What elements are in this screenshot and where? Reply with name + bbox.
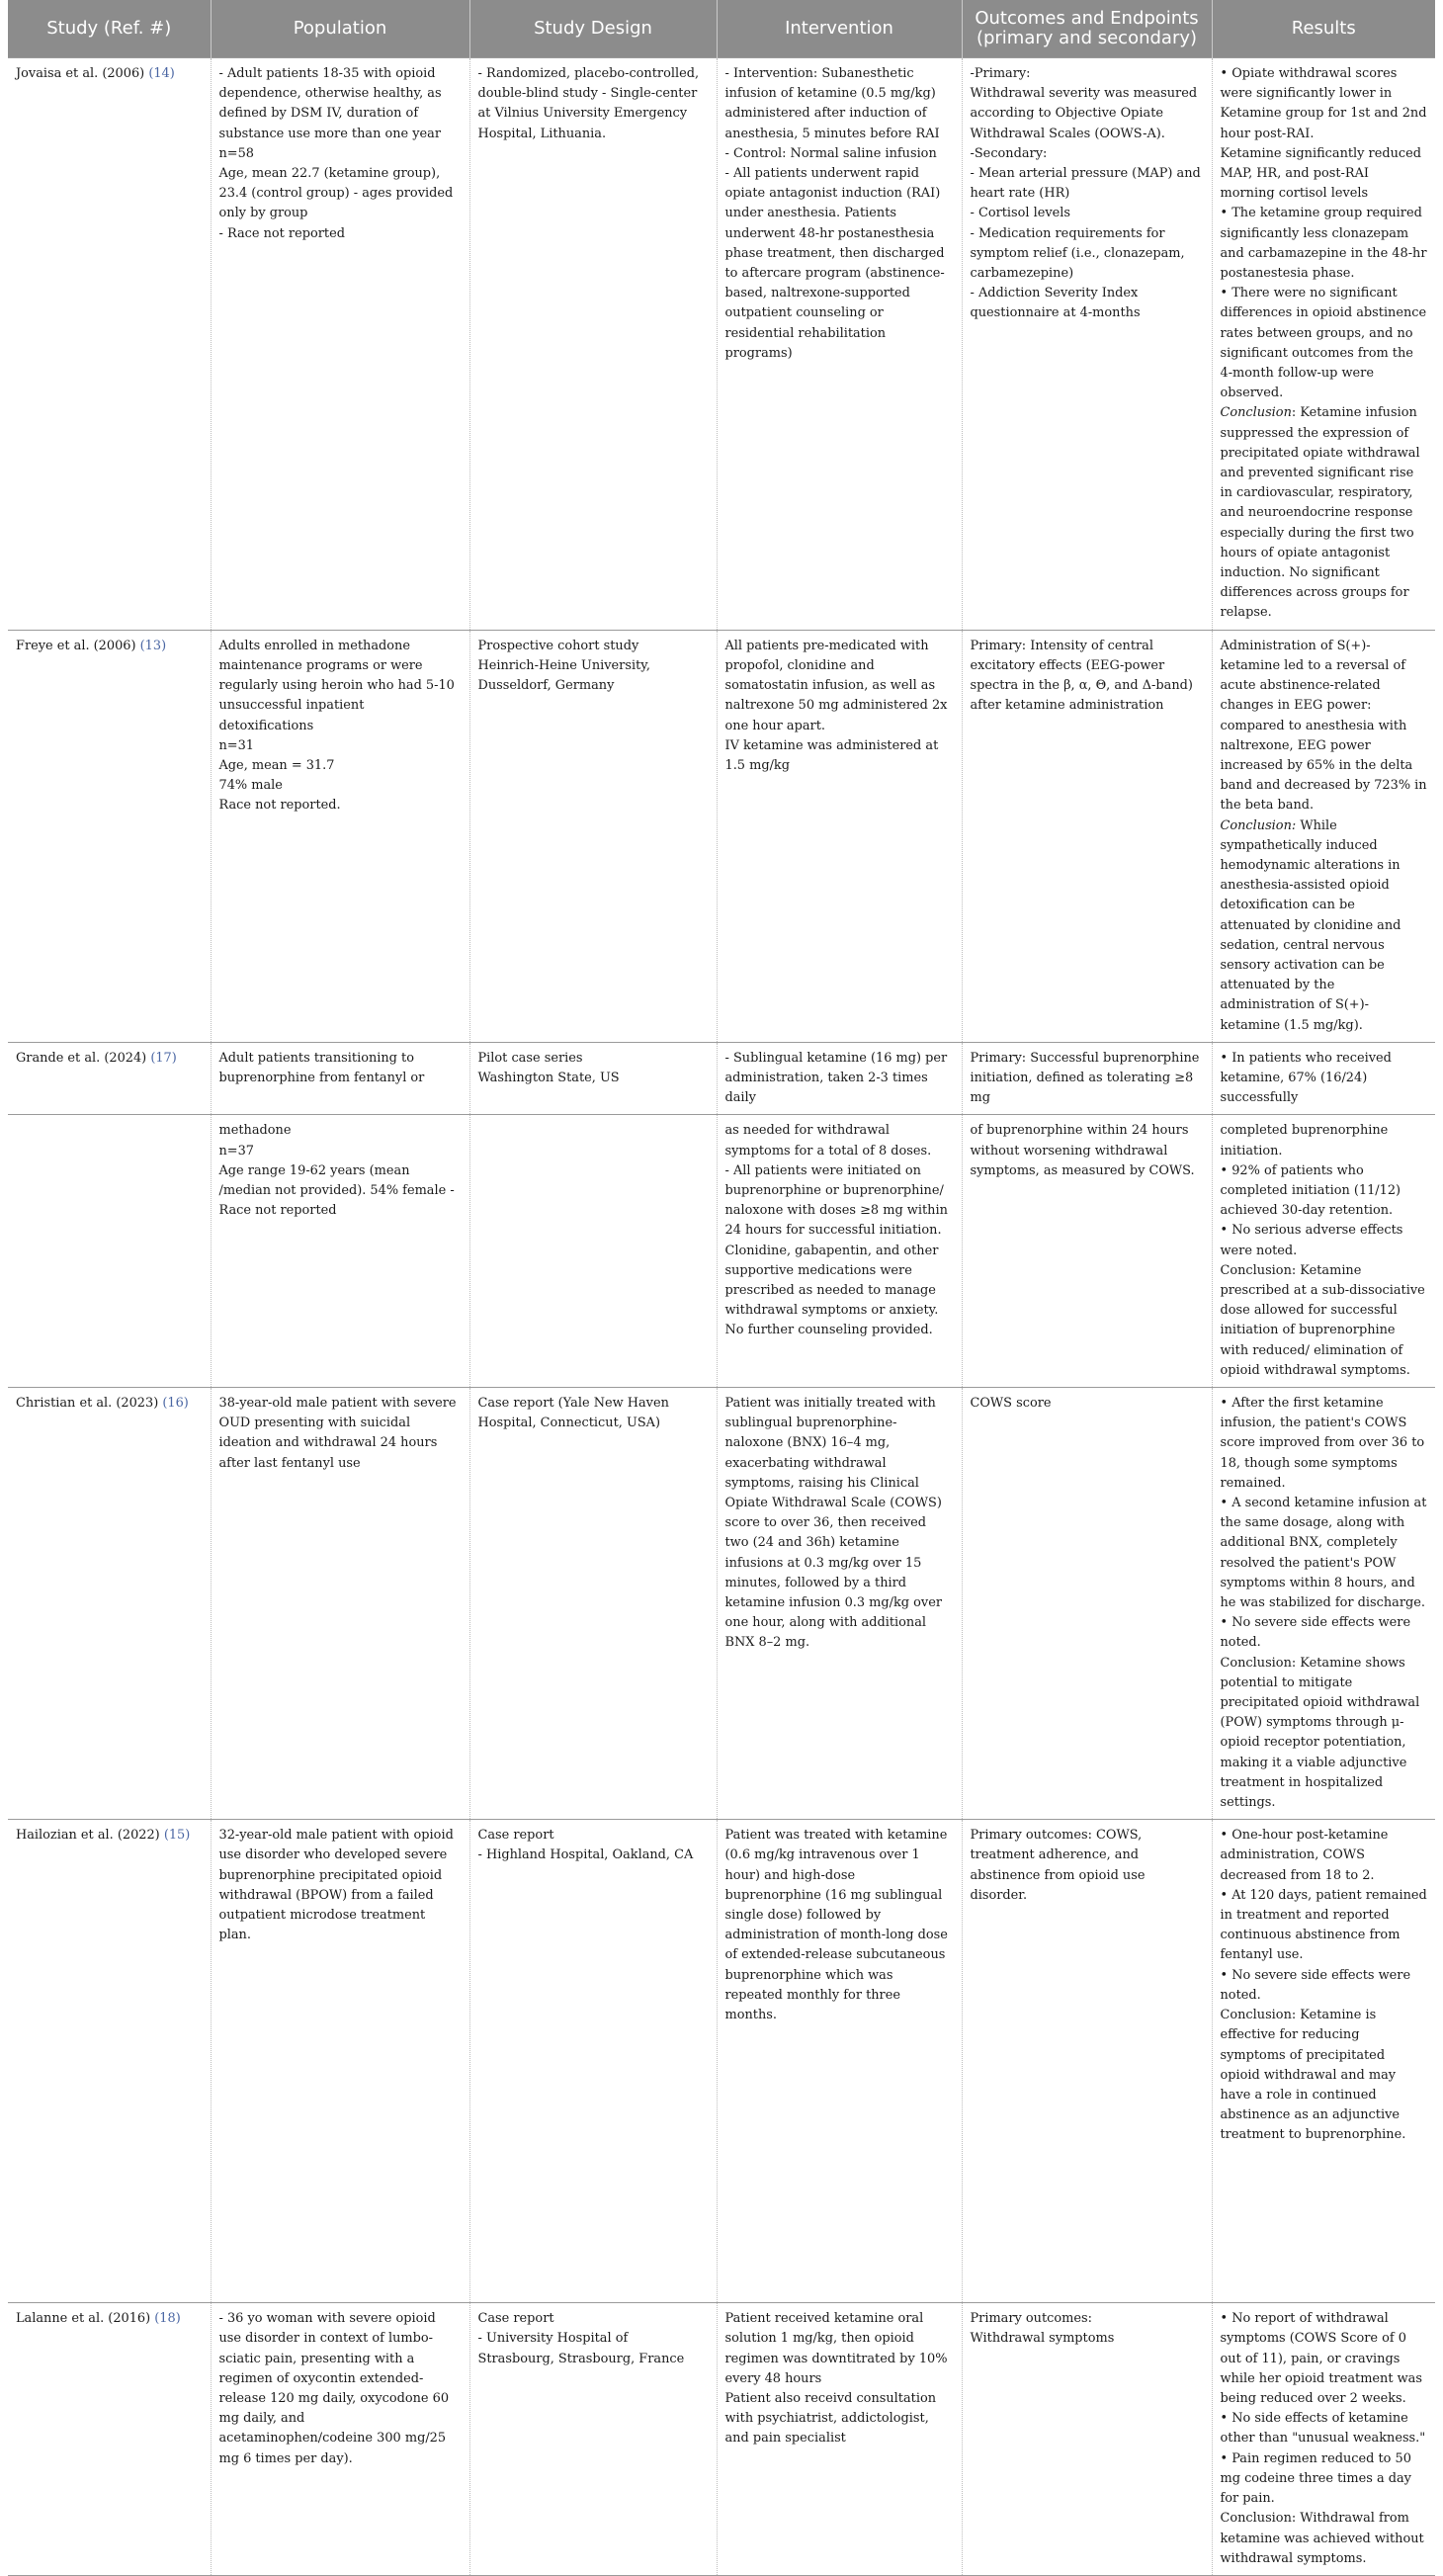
header-population: Population [211, 0, 469, 58]
cell-line: • There were no significant differences in opioid abstinence rates between groups, and no significant outcomes from the 4-month follow-up were observed. [1220, 286, 1427, 401]
cell-line: 32-year-old male patient with opioid use disorder who developed severe buprenorphine precipitated opioid withdrawal (BPOW) from a failed outpatient microdose treatment plan. [218, 1828, 454, 1943]
study-name: Jovaisa et al. (2006) [16, 66, 145, 81]
cell-line: Conclusion: Withdrawal from ketamine was achieved without withdrawal symptoms. [1220, 2511, 1424, 2566]
cell-line: Pilot case series [477, 1050, 583, 1066]
table-row [8, 1042, 1435, 1115]
table-row [8, 1388, 1435, 1820]
cell-line: n=37 [218, 1143, 255, 1159]
cell-outcomes [962, 1820, 1212, 2303]
cell-outcomes [962, 630, 1212, 1042]
cell-line: n=31 [218, 737, 255, 753]
cell-population [211, 1115, 469, 1388]
cell-results [1212, 1820, 1435, 2303]
cell-line: • After the first ketamine infusion, the patient's COWS score improved from over 36 to 18, though some symptoms remained. [1220, 1396, 1425, 1491]
cell-line: Washington State, US [477, 1070, 620, 1085]
cell-line: • No report of withdrawal symptoms (COWS Score of 0 out of 11), pain, or cravings while her opioid treatment was being reduced over 2 weeks. [1220, 2311, 1422, 2407]
cell-line: of buprenorphine within 24 hours without worsening withdrawal symptoms, as measured by COWS. [970, 1123, 1195, 1178]
cell-line: Administration of S(+)-ketamine led to a reversal of acute abstinence-related changes in EEG power: compared to anesthesia with naltrexone, EEG power increased by 65% in the delta band and decreased by 723% in the beta band. [1220, 638, 1427, 814]
reference-link[interactable]: (17) [150, 1050, 177, 1066]
cell-line: Age range 19-62 years (mean /median not provided). 54% female -Race not reported [218, 1162, 455, 1219]
cell-line: COWS score [970, 1396, 1052, 1411]
cell-line: All patients pre-medicated with propofol, clonidine and somatostatin infusion, as well as naltrexone 50 mg administered 2x one hour apart. [724, 638, 948, 733]
header-intervention: Intervention [717, 0, 962, 58]
cell-design [469, 1115, 717, 1388]
cell-results [1212, 1115, 1435, 1388]
cell-line: • A second ketamine infusion at the same dosage, along with additional BNX, completely resolved the patient's POW symptoms within 8 hours, and he was stabilized for discharge. [1220, 1496, 1427, 1611]
cell-design [469, 1042, 717, 1115]
cell-line: n=58 [218, 145, 255, 161]
cell-line: Conclusion: Ketamine shows potential to mitigate precipitated opioid withdrawal (POW) symptoms through μ-opioid receptor potentiation, making it a viable adjunctive treatment in hospitalized settings. [1220, 1655, 1420, 1811]
cell-line: Case report [477, 2311, 554, 2327]
cell-line: 38-year-old male patient with severe OUD presenting with suicidal ideation and withdrawal 24 hours after last fentanyl use [218, 1396, 457, 1471]
cell-population [211, 630, 469, 1042]
cell-line: • One-hour post-ketamine administration, COWS decreased from 18 to 2. [1220, 1828, 1389, 1883]
conclusion-text: : Ketamine infusion suppressed the expression of precipitated opiate withdrawal and prevented significant rise in cardiovascular, respiratory, and neuroendocrine response especially during the first two hours of opiate antagonist induction. No significant differences across groups for relapse. [1220, 405, 1420, 621]
cell-line: Conclusion: Ketamine prescribed at a sub-dissociative dose allowed for successful initiation of buprenorphine with reduced/ elimination of opioid withdrawal symptoms. [1220, 1262, 1425, 1378]
cell-line: - Cortisol levels [970, 206, 1071, 221]
cell-line: Adult patients transitioning to buprenorphine from fentanyl or [218, 1050, 425, 1085]
cell-outcomes [962, 2303, 1212, 2576]
cell-outcomes [962, 1388, 1212, 1820]
cell-line: Case report [477, 1828, 554, 1844]
cell-line: • In patients who received ketamine, 67% (16/24) successfully [1220, 1050, 1392, 1106]
cell-line: • No severe side effects were noted. [1220, 1967, 1411, 2003]
cell-line: -Secondary: [970, 145, 1048, 161]
cell-line: - Sublingual ketamine (16 mg) per administration, taken 2-3 times daily [724, 1050, 948, 1106]
conclusion-line [1221, 816, 1428, 1036]
cell-line: - Medication requirements for symptom relief (i.e., clonazepam, carbamezepine) [970, 225, 1185, 282]
cell-line: Heinrich-Heine University, Dusseldorf, Germany [477, 657, 650, 694]
cell-outcomes [962, 1042, 1212, 1115]
cell-line: • At 120 days, patient remained in treatment and reported continuous abstinence from fentanyl use. [1220, 1887, 1427, 1963]
cell-line: Patient was initially treated with sublingual buprenorphine-naloxone (BNX) 16–4 mg, exacerbating withdrawal symptoms, raising his Clinical Opiate Withdrawal Scale (COWS) score to over 36, then received two (24 and 36h) ketamine infusions at 0.3 mg/kg over 15 minutes, followed by a third ketamine infusion 0.3 mg/kg over one hour, along with additional BNX 8–2 mg. [724, 1396, 942, 1651]
cell-line: Patient also receivd consultation with psychiatrist, addictologist, and pain specialist [724, 2391, 937, 2447]
cell-line: as needed for withdrawal symptoms for a total of 8 doses. [724, 1123, 932, 1159]
cell-intervention [717, 58, 962, 631]
cell-line: Prospective cohort study [477, 638, 639, 653]
header-study: Study (Ref. #) [8, 0, 211, 58]
cell-line: • 92% of patients who completed initiation (11/12) achieved 30-day retention. [1220, 1162, 1401, 1219]
cell-population [211, 1042, 469, 1115]
study-name: Hailozian et al. (2022) [16, 1828, 160, 1844]
cell-line: Primary outcomes: COWS, treatment adherence, and abstinence from opioid use disorder. [970, 1828, 1146, 1903]
cell-line: Age, mean 22.7 (ketamine group), 23.4 (control group) - ages provided only by group [218, 166, 454, 221]
cell-intervention [717, 630, 962, 1042]
table-row [8, 1115, 1435, 1388]
cell-study [8, 1115, 211, 1388]
cell-line: - Intervention: Subanesthetic infusion of ketamine (0.5 mg/kg) administered after induction of anesthesia, 5 minutes before RAI [724, 66, 940, 141]
reference-link[interactable]: (13) [139, 638, 167, 653]
reference-link[interactable]: (18) [154, 2311, 181, 2327]
cell-line: • The ketamine group required significantly less clonazepam and carbamazepine in the 48-hr postanestesia phase. [1220, 206, 1427, 282]
cell-line: Conclusion: Ketamine is effective for reducing symptoms of precipitated opioid withdrawal and may have a role in continued abstinence as an adjunctive treatment to buprenorphine. [1220, 2008, 1406, 2143]
cell-study [8, 1820, 211, 2303]
cell-design [469, 58, 717, 631]
cell-intervention [717, 2303, 962, 2576]
cell-line: - All patients underwent rapid opiate antagonist induction (RAI) under anesthesia. Patients underwent 48-hr postanesthesia phase treatment, then discharged to aftercare program (abstinence-based, naltrexone-supported outpatient counseling or residential rehabilitation programs) [724, 166, 945, 361]
cell-line: - Addiction Severity Index questionnaire at 4-months [970, 286, 1141, 321]
study-name: Freye et al. (2006) [16, 638, 136, 653]
cell-line: - Mean arterial pressure (MAP) and heart rate (HR) [970, 166, 1201, 202]
cell-line: Primary outcomes: [970, 2311, 1092, 2327]
cell-study [8, 2303, 211, 2576]
cell-line: Patient was treated with ketamine (0.6 mg/kg intravenous over 1 hour) and high-dose buprenorphine (16 mg sublingual single dose) followed by administration of month-long dose of extended-release subcutaneous buprenorphine which was repeated monthly for three months. [724, 1828, 948, 2023]
table-row [8, 630, 1435, 1042]
cell-line: completed buprenorphine initiation. [1220, 1123, 1389, 1159]
header-results: Results [1212, 0, 1435, 58]
cell-line: • Pain regimen reduced to 50 mg codeine three times a day for pain. [1220, 2450, 1411, 2507]
conclusion-label: Conclusion: [1220, 817, 1297, 833]
cell-line: Primary: Intensity of central excitatory effects (EEG-power spectra in the β, α, Θ, and Δ-band) after ketamine administration [970, 638, 1193, 714]
reference-link[interactable]: (15) [163, 1828, 191, 1844]
cell-line: methadone [218, 1123, 292, 1139]
cell-line: - 36 yo woman with severe opioid use disorder in context of lumbo-sciatic pain, presenting with a regimen of oxycontin extended-release 120 mg daily, oxycodone 60 mg daily, and acetaminophen/codeine 300 mg/25 mg 6 times per day). [218, 2311, 450, 2466]
cell-line: Patient received ketamine oral solution 1 mg/kg, then opioid regimen was downtitrated by 10% every 48 hours [724, 2311, 948, 2386]
cell-population [211, 2303, 469, 2576]
table-body [8, 58, 1435, 2576]
cell-line: Adults enrolled in methadone maintenance programs or were regularly using heroin who had 5-10 unsuccessful inpatient detoxifications [218, 638, 455, 733]
conclusion-label: Conclusion [1220, 405, 1292, 421]
cell-results [1212, 2303, 1435, 2576]
conclusion-line [1221, 403, 1428, 623]
cell-population [211, 1820, 469, 2303]
cell-line: -Primary: [970, 66, 1031, 81]
study-name: Lalanne et al. (2016) [16, 2311, 151, 2327]
cell-intervention [717, 1042, 962, 1115]
cell-line: - Control: Normal saline infusion [724, 145, 937, 161]
cell-study [8, 630, 211, 1042]
cell-study [8, 1388, 211, 1820]
cell-study [8, 1042, 211, 1115]
conclusion-text: While sympathetically induced hemodynamic alterations in anesthesia-assisted opioid detoxification can be attenuated by clonidine and sedation, central nervous sensory activation can be attenuated by the administration of S(+)- ketamine (1.5 mg/kg). [1220, 817, 1401, 1033]
study-name: Grande et al. (2024) [16, 1050, 147, 1066]
cell-line: Ketamine significantly reduced MAP, HR, and post-RAI morning cortisol levels [1220, 145, 1421, 202]
cell-line: - All patients were initiated on buprenorphine or buprenorphine/ naloxone with doses ≥8 mg within 24 hours for successful initiation. Clonidine, gabapentin, and other supportive medications were prescribed as needed to manage withdrawal symptoms or anxiety. No further counseling provided. [724, 1162, 948, 1338]
table-header [8, 0, 1435, 58]
reference-link[interactable]: (14) [148, 66, 175, 81]
cell-population [211, 58, 469, 631]
cell-intervention [717, 1388, 962, 1820]
header-design: Study Design [469, 0, 717, 58]
cell-results [1212, 630, 1435, 1042]
cell-line: - Adult patients 18-35 with opioid dependence, otherwise healthy, as defined by DSM IV, duration of substance use more than one year [218, 66, 442, 141]
cell-results [1212, 58, 1435, 631]
cell-line: 74% male [218, 778, 283, 794]
cell-intervention [717, 1820, 962, 2303]
cell-line: - Randomized, placebo-controlled, double-blind study - Single-center at Vilnius University Emergency Hospital, Lithuania. [477, 66, 700, 141]
table-row [8, 1820, 1435, 2303]
cell-line: - University Hospital of Strasbourg, Strasbourg, France [477, 2331, 685, 2366]
study-name: Christian et al. (2023) [16, 1396, 159, 1411]
cell-line: • Opiate withdrawal scores were significantly lower in Ketamine group for 1st and 2nd hour post-RAI. [1220, 66, 1427, 141]
cell-line: Withdrawal symptoms [970, 2331, 1115, 2347]
cell-design [469, 2303, 717, 2576]
cell-line: • No severe side effects were noted. [1220, 1615, 1411, 1651]
cell-intervention [717, 1115, 962, 1388]
cell-design [469, 1820, 717, 2303]
cell-design [469, 1388, 717, 1820]
header-outcomes: Outcomes and Endpoints (primary and secondary) [962, 0, 1212, 58]
cell-line: Primary: Successful buprenorphine initiation, defined as tolerating ≥8 mg [970, 1050, 1200, 1106]
cell-study [8, 58, 211, 631]
cell-line: - Race not reported [218, 225, 345, 241]
cell-line: Case report (Yale New Haven Hospital, Connecticut, USA) [477, 1396, 669, 1431]
cell-line: IV ketamine was administered at 1.5 mg/kg [724, 737, 939, 773]
reference-link[interactable]: (16) [162, 1396, 189, 1411]
table-row [8, 2303, 1435, 2576]
study-table [8, 0, 1435, 2576]
cell-line: Withdrawal severity was measured according to Objective Opiate Withdrawal Scales (OOWS-A). [970, 86, 1198, 141]
table-row [8, 58, 1435, 631]
cell-line: - Highland Hospital, Oakland, CA [477, 1847, 694, 1863]
cell-design [469, 630, 717, 1042]
cell-line: • No side effects of ketamine other than "unusual weakness." [1220, 2411, 1426, 2447]
cell-results [1212, 1388, 1435, 1820]
cell-line: Age, mean = 31.7 [218, 757, 335, 773]
cell-outcomes [962, 1115, 1212, 1388]
cell-population [211, 1388, 469, 1820]
cell-outcomes [962, 58, 1212, 631]
cell-results [1212, 1042, 1435, 1115]
cell-line: • No serious adverse effects were noted. [1220, 1223, 1403, 1258]
cell-line: Race not reported. [218, 798, 341, 814]
